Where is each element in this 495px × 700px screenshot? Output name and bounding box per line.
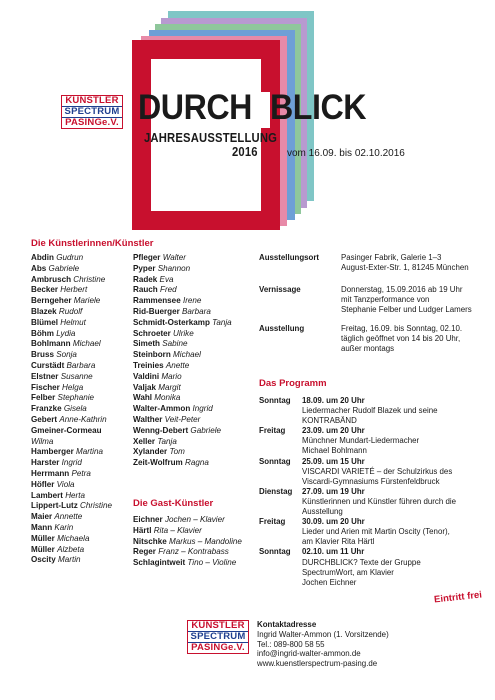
- title-left: DURCH: [138, 88, 252, 127]
- artist-entry: [31, 404, 112, 415]
- program-event: [259, 396, 489, 426]
- artist-last-name: Blazek: [31, 306, 57, 316]
- event-description: VISCARDI VARIETÉ – der Schulzirkus des Viscardi-Gymnasiums Fürstenfeldbruck: [302, 466, 453, 486]
- artist-first-name: Michaela: [57, 533, 90, 543]
- artist-first-name: Christine: [80, 501, 112, 511]
- free-entry-badge: Eintritt frei: [433, 589, 483, 606]
- artist-first-name: Christine: [73, 274, 106, 284]
- artist-last-name: Steinborn: [133, 350, 171, 360]
- artist-last-name: Wenng-Debert: [133, 425, 189, 435]
- artist-first-name: Wilma: [31, 436, 54, 446]
- artist-last-name: Höfler: [31, 479, 55, 489]
- artist-entry: [133, 253, 232, 264]
- guests-heading: Die Gast-Künstler: [133, 498, 214, 509]
- event-description: Liedermacher Rudolf Blazek und seine KONTRABÄND: [302, 406, 438, 426]
- logo-bottom-line1: KÜNSTLER: [191, 620, 245, 631]
- artist-first-name: Markus – Mandoline: [169, 536, 242, 546]
- artist-last-name: Maier: [31, 512, 53, 522]
- event-day: Freitag: [259, 426, 286, 436]
- artist-entry: [133, 307, 232, 318]
- artist-entry: [31, 350, 112, 361]
- contact-line: Tel.: 089-800 58 55: [257, 639, 325, 649]
- artist-last-name: Lippert-Lutz: [31, 501, 78, 511]
- artist-last-name: Wahl: [133, 393, 153, 403]
- artist-first-name: Shannon: [157, 263, 191, 273]
- event-time: 23.09. um 20 Uhr: [302, 426, 365, 436]
- artist-last-name: Simeth: [133, 339, 160, 349]
- program-heading: Das Programm: [259, 378, 327, 389]
- artist-last-name: Böhm: [31, 328, 54, 338]
- artist-entry: [133, 437, 232, 448]
- artist-last-name: Xylander: [133, 447, 168, 457]
- logo-bottom-line2: SPECTRUM: [188, 631, 248, 643]
- artist-first-name: Tino – Violine: [187, 558, 237, 568]
- event-time: 02.10. um 11 Uhr: [302, 547, 365, 557]
- artist-entry: [133, 404, 232, 415]
- artist-entry: [133, 383, 232, 394]
- artist-last-name: Schroeter: [133, 328, 171, 338]
- artist-first-name: Rita – Klavier: [153, 525, 202, 535]
- artist-first-name: Tom: [169, 447, 185, 457]
- event-time: 30.09. um 20 Uhr: [302, 517, 365, 527]
- artist-last-name: Nitschke: [133, 536, 167, 546]
- artist-first-name: Petra: [71, 468, 91, 478]
- artist-first-name: Stephanie: [57, 393, 95, 403]
- artist-first-name: Annette: [54, 512, 83, 522]
- artists-column-2: [133, 253, 232, 469]
- program-event: [259, 517, 489, 547]
- artist-entry: [133, 285, 232, 296]
- logo-bottom-line3: PASINGe.V.: [191, 642, 245, 653]
- artist-entry: [133, 415, 232, 426]
- artist-entry: [31, 555, 112, 566]
- artist-last-name: Walther: [133, 414, 163, 424]
- artist-first-name: Sabine: [162, 339, 188, 349]
- artist-first-name: Tanja: [212, 317, 232, 327]
- event-day: Dienstag: [259, 486, 293, 496]
- artist-entry: [133, 458, 232, 469]
- artist-last-name: Valjak: [133, 382, 156, 392]
- artist-first-name: Ragna: [185, 458, 209, 468]
- artist-entry: [31, 318, 112, 329]
- artist-entry: [133, 526, 242, 537]
- artist-first-name: Herta: [65, 490, 85, 500]
- contact-block: [257, 620, 389, 669]
- artist-last-name: Becker: [31, 285, 59, 295]
- artist-first-name: Fred: [160, 285, 177, 295]
- contact-website: www.kuenstlerspectrum-pasing.de: [257, 659, 378, 669]
- artist-entry: [31, 361, 112, 372]
- contact-heading: Kontaktadresse: [257, 620, 317, 629]
- info-value: Donnerstag, 15.09.2016 ab 19 Uhr mit Tanzperformance von Stephanie Felber und Ludger Lamers: [341, 285, 472, 314]
- artist-entry: [133, 372, 232, 383]
- artist-entry: [133, 558, 242, 569]
- event-day: Freitag: [259, 517, 286, 527]
- artist-first-name: Mario: [161, 371, 182, 381]
- artist-last-name: Zeit-Wolfrum: [133, 458, 183, 468]
- artist-entry: [31, 296, 112, 307]
- artist-last-name: Valdini: [133, 371, 160, 381]
- artist-first-name: Barbara: [182, 306, 211, 316]
- artist-first-name: Gabriele: [190, 425, 222, 435]
- subtitle: JAHRESAUSSTELLUNG: [144, 131, 278, 145]
- artist-first-name: Eva: [159, 274, 174, 284]
- artist-entry: [31, 447, 112, 458]
- logo-line3: PASINGe.V.: [65, 117, 119, 128]
- artist-first-name: Jochen – Klavier: [164, 515, 225, 524]
- event-description: Künstlerinnen und Künstler führen durch die Ausstellung: [302, 496, 456, 517]
- artist-first-name: Gisela: [63, 404, 87, 414]
- artist-last-name: Bruss: [31, 350, 54, 360]
- artist-last-name: Herrmann: [31, 468, 70, 478]
- artist-first-name: Anette: [165, 360, 190, 370]
- logo-bottom: [187, 620, 249, 654]
- artist-entry: [31, 339, 112, 350]
- info-value: Pasinger Fabrik, Galerie 1–3 August-Exter-Str. 1, 81245 München: [341, 253, 469, 272]
- event-day: Sonntag: [259, 396, 291, 405]
- artist-first-name: Martina: [75, 447, 103, 457]
- artist-entry: [31, 501, 112, 512]
- artist-first-name: Karin: [54, 522, 74, 532]
- artist-entry: [133, 275, 232, 286]
- artist-last-name: Franzke: [31, 404, 62, 414]
- artist-last-name: Harster: [31, 458, 60, 468]
- artist-entry: [31, 285, 112, 296]
- artist-entry: [133, 447, 232, 458]
- event-day: Sonntag: [259, 456, 291, 466]
- artist-last-name: Pfleger: [133, 253, 161, 262]
- artist-entry: [31, 512, 112, 523]
- artist-first-name: Monika: [154, 393, 181, 403]
- artist-entry: [133, 318, 232, 329]
- artist-first-name: Barbara: [66, 360, 96, 370]
- artist-entry: [31, 480, 112, 491]
- artist-first-name: Gudrun: [56, 253, 84, 262]
- info-label: Vernissage: [259, 285, 301, 294]
- program-event: [259, 487, 489, 517]
- title-right: BLICK: [270, 88, 367, 127]
- artist-entry: [31, 383, 112, 394]
- artist-entry: [31, 393, 112, 404]
- artist-entry: [133, 350, 232, 361]
- event-time: 27.09. um 19 Uhr: [302, 486, 365, 496]
- artist-last-name: Walter-Ammon: [133, 404, 191, 414]
- artist-entry: [31, 437, 112, 448]
- artist-last-name: Schlagintweit: [133, 558, 186, 568]
- artist-first-name: Helmut: [60, 317, 86, 327]
- artist-last-name: Radek: [133, 274, 158, 284]
- artist-last-name: Felber: [31, 393, 56, 403]
- artists-heading: Die Künstlerinnen/Künstler: [31, 238, 154, 249]
- artist-entry: [31, 545, 112, 556]
- artist-entry: [31, 523, 112, 534]
- artist-last-name: Gebert: [31, 414, 58, 424]
- event-time: 25.09. um 15 Uhr: [302, 456, 365, 466]
- logo-line2: SPECTRUM: [62, 106, 122, 118]
- artist-first-name: Mariele: [73, 296, 101, 306]
- artist-first-name: Ingrid: [192, 404, 213, 414]
- info-label: Ausstellungsort: [259, 253, 320, 262]
- info-label: Ausstellung: [259, 324, 305, 333]
- artist-entry: [31, 253, 112, 264]
- artist-last-name: Treinies: [133, 360, 164, 370]
- artist-last-name: Härtl: [133, 525, 152, 535]
- artist-entry: [31, 415, 112, 426]
- artist-entry: [31, 426, 112, 437]
- artist-last-name: Müller: [31, 544, 55, 554]
- program-list: [259, 396, 489, 588]
- artist-entry: [31, 264, 112, 275]
- event-day: Sonntag: [259, 547, 291, 557]
- guests-list: [133, 515, 242, 569]
- artist-entry: [133, 361, 232, 372]
- program-event: [259, 457, 489, 487]
- artist-first-name: Sonja: [56, 350, 77, 360]
- artist-last-name: Pyper: [133, 263, 156, 273]
- artist-entry: [31, 534, 112, 545]
- artist-last-name: Müller: [31, 533, 55, 543]
- artist-first-name: Gabriele: [48, 263, 80, 273]
- artist-entry: [133, 537, 242, 548]
- artist-entry: [133, 296, 232, 307]
- artist-first-name: Rudolf: [58, 306, 83, 316]
- program-event: [259, 426, 489, 456]
- artist-first-name: Ulrike: [173, 328, 194, 338]
- artist-first-name: Michael: [72, 339, 101, 349]
- artist-last-name: Lambert: [31, 490, 63, 500]
- artist-last-name: Schmidt-Osterkamp: [133, 317, 210, 327]
- event-description: DURCHBLICK? Texte der Gruppe SpectrumWort, am Klavier Jochen Eichner: [302, 557, 421, 587]
- artists-column-1: [31, 253, 112, 566]
- artist-last-name: Abs: [31, 263, 47, 273]
- info-value: Freitag, 16.09. bis Sonntag, 02.10. täglich geöffnet von 14 bis 20 Uhr, außer montags: [341, 324, 463, 353]
- artist-entry: [133, 264, 232, 275]
- artist-entry: [133, 339, 232, 350]
- artist-first-name: Tanja: [157, 436, 177, 446]
- artist-last-name: Oscity: [31, 555, 56, 565]
- artist-first-name: Veit-Peter: [164, 414, 201, 424]
- artist-last-name: Fischer: [31, 382, 60, 392]
- artist-entry: [31, 307, 112, 318]
- artist-first-name: Margit: [158, 382, 181, 392]
- artist-last-name: Bohlmann: [31, 339, 71, 349]
- artist-entry: [133, 515, 242, 526]
- artist-first-name: Helga: [62, 382, 84, 392]
- artist-entry: [31, 469, 112, 480]
- info-block: [259, 253, 489, 363]
- artist-last-name: Abdin: [31, 253, 54, 262]
- program-event: [259, 547, 489, 587]
- artist-first-name: Michael: [173, 350, 201, 360]
- artist-entry: [133, 547, 242, 558]
- artist-entry: [133, 426, 232, 437]
- artist-last-name: Berngeher: [31, 296, 72, 306]
- artist-entry: [31, 458, 112, 469]
- artist-first-name: Herbert: [60, 285, 88, 295]
- event-time: 18.09. um 20 Uhr: [302, 396, 365, 405]
- artist-entry: [31, 275, 112, 286]
- artist-last-name: Xeller: [133, 436, 156, 446]
- exhibition-dates: vom 16.09. bis 02.10.2016: [287, 148, 405, 159]
- artist-last-name: Rid-Buerger: [133, 306, 180, 316]
- artist-entry: [31, 491, 112, 502]
- artist-last-name: Rammensee: [133, 296, 181, 306]
- artist-first-name: Lydia: [56, 328, 76, 338]
- artist-last-name: Blümel: [31, 317, 58, 327]
- artist-last-name: Reger: [133, 547, 156, 557]
- artist-entry: [31, 329, 112, 340]
- contact-email: info@ingrid-walter-ammon.de: [257, 649, 361, 659]
- artist-last-name: Ambrusch: [31, 274, 72, 284]
- artist-last-name: Rauch: [133, 285, 158, 295]
- artist-first-name: Martin: [58, 555, 81, 565]
- logo-top: [61, 95, 123, 129]
- artist-first-name: Franz – Kontrabass: [158, 547, 229, 557]
- artist-first-name: Alzbeta: [57, 544, 85, 554]
- artist-last-name: Hamberger: [31, 447, 74, 457]
- artist-first-name: Susanne: [60, 371, 93, 381]
- artist-first-name: Irene: [182, 296, 202, 306]
- artist-last-name: Eichner: [133, 515, 163, 524]
- artist-first-name: Viola: [56, 479, 75, 489]
- artist-last-name: Gmeiner-Cormeau: [31, 425, 102, 435]
- artist-last-name: Curstädt: [31, 360, 65, 370]
- logo-line1: KÜNSTLER: [65, 95, 119, 106]
- artist-entry: [133, 393, 232, 404]
- title-gap: [256, 92, 270, 128]
- artist-first-name: Walter: [162, 253, 186, 262]
- subtitle-year: 2016: [232, 145, 258, 159]
- contact-line: Ingrid Walter-Ammon (1. Vorsitzende): [257, 629, 389, 639]
- event-description: Münchner Mundart-Liedermacher Michael Bohlmann: [302, 436, 420, 456]
- event-description: Lieder und Arien mit Martin Oscity (Tenor), am Klavier Rita Härtl: [302, 527, 450, 547]
- artist-first-name: Ingrid: [61, 458, 82, 468]
- artist-last-name: Elstner: [31, 371, 59, 381]
- artist-last-name: Mann: [31, 522, 53, 532]
- artist-entry: [133, 329, 232, 340]
- artist-first-name: Anne-Kathrin: [59, 414, 107, 424]
- artist-entry: [31, 372, 112, 383]
